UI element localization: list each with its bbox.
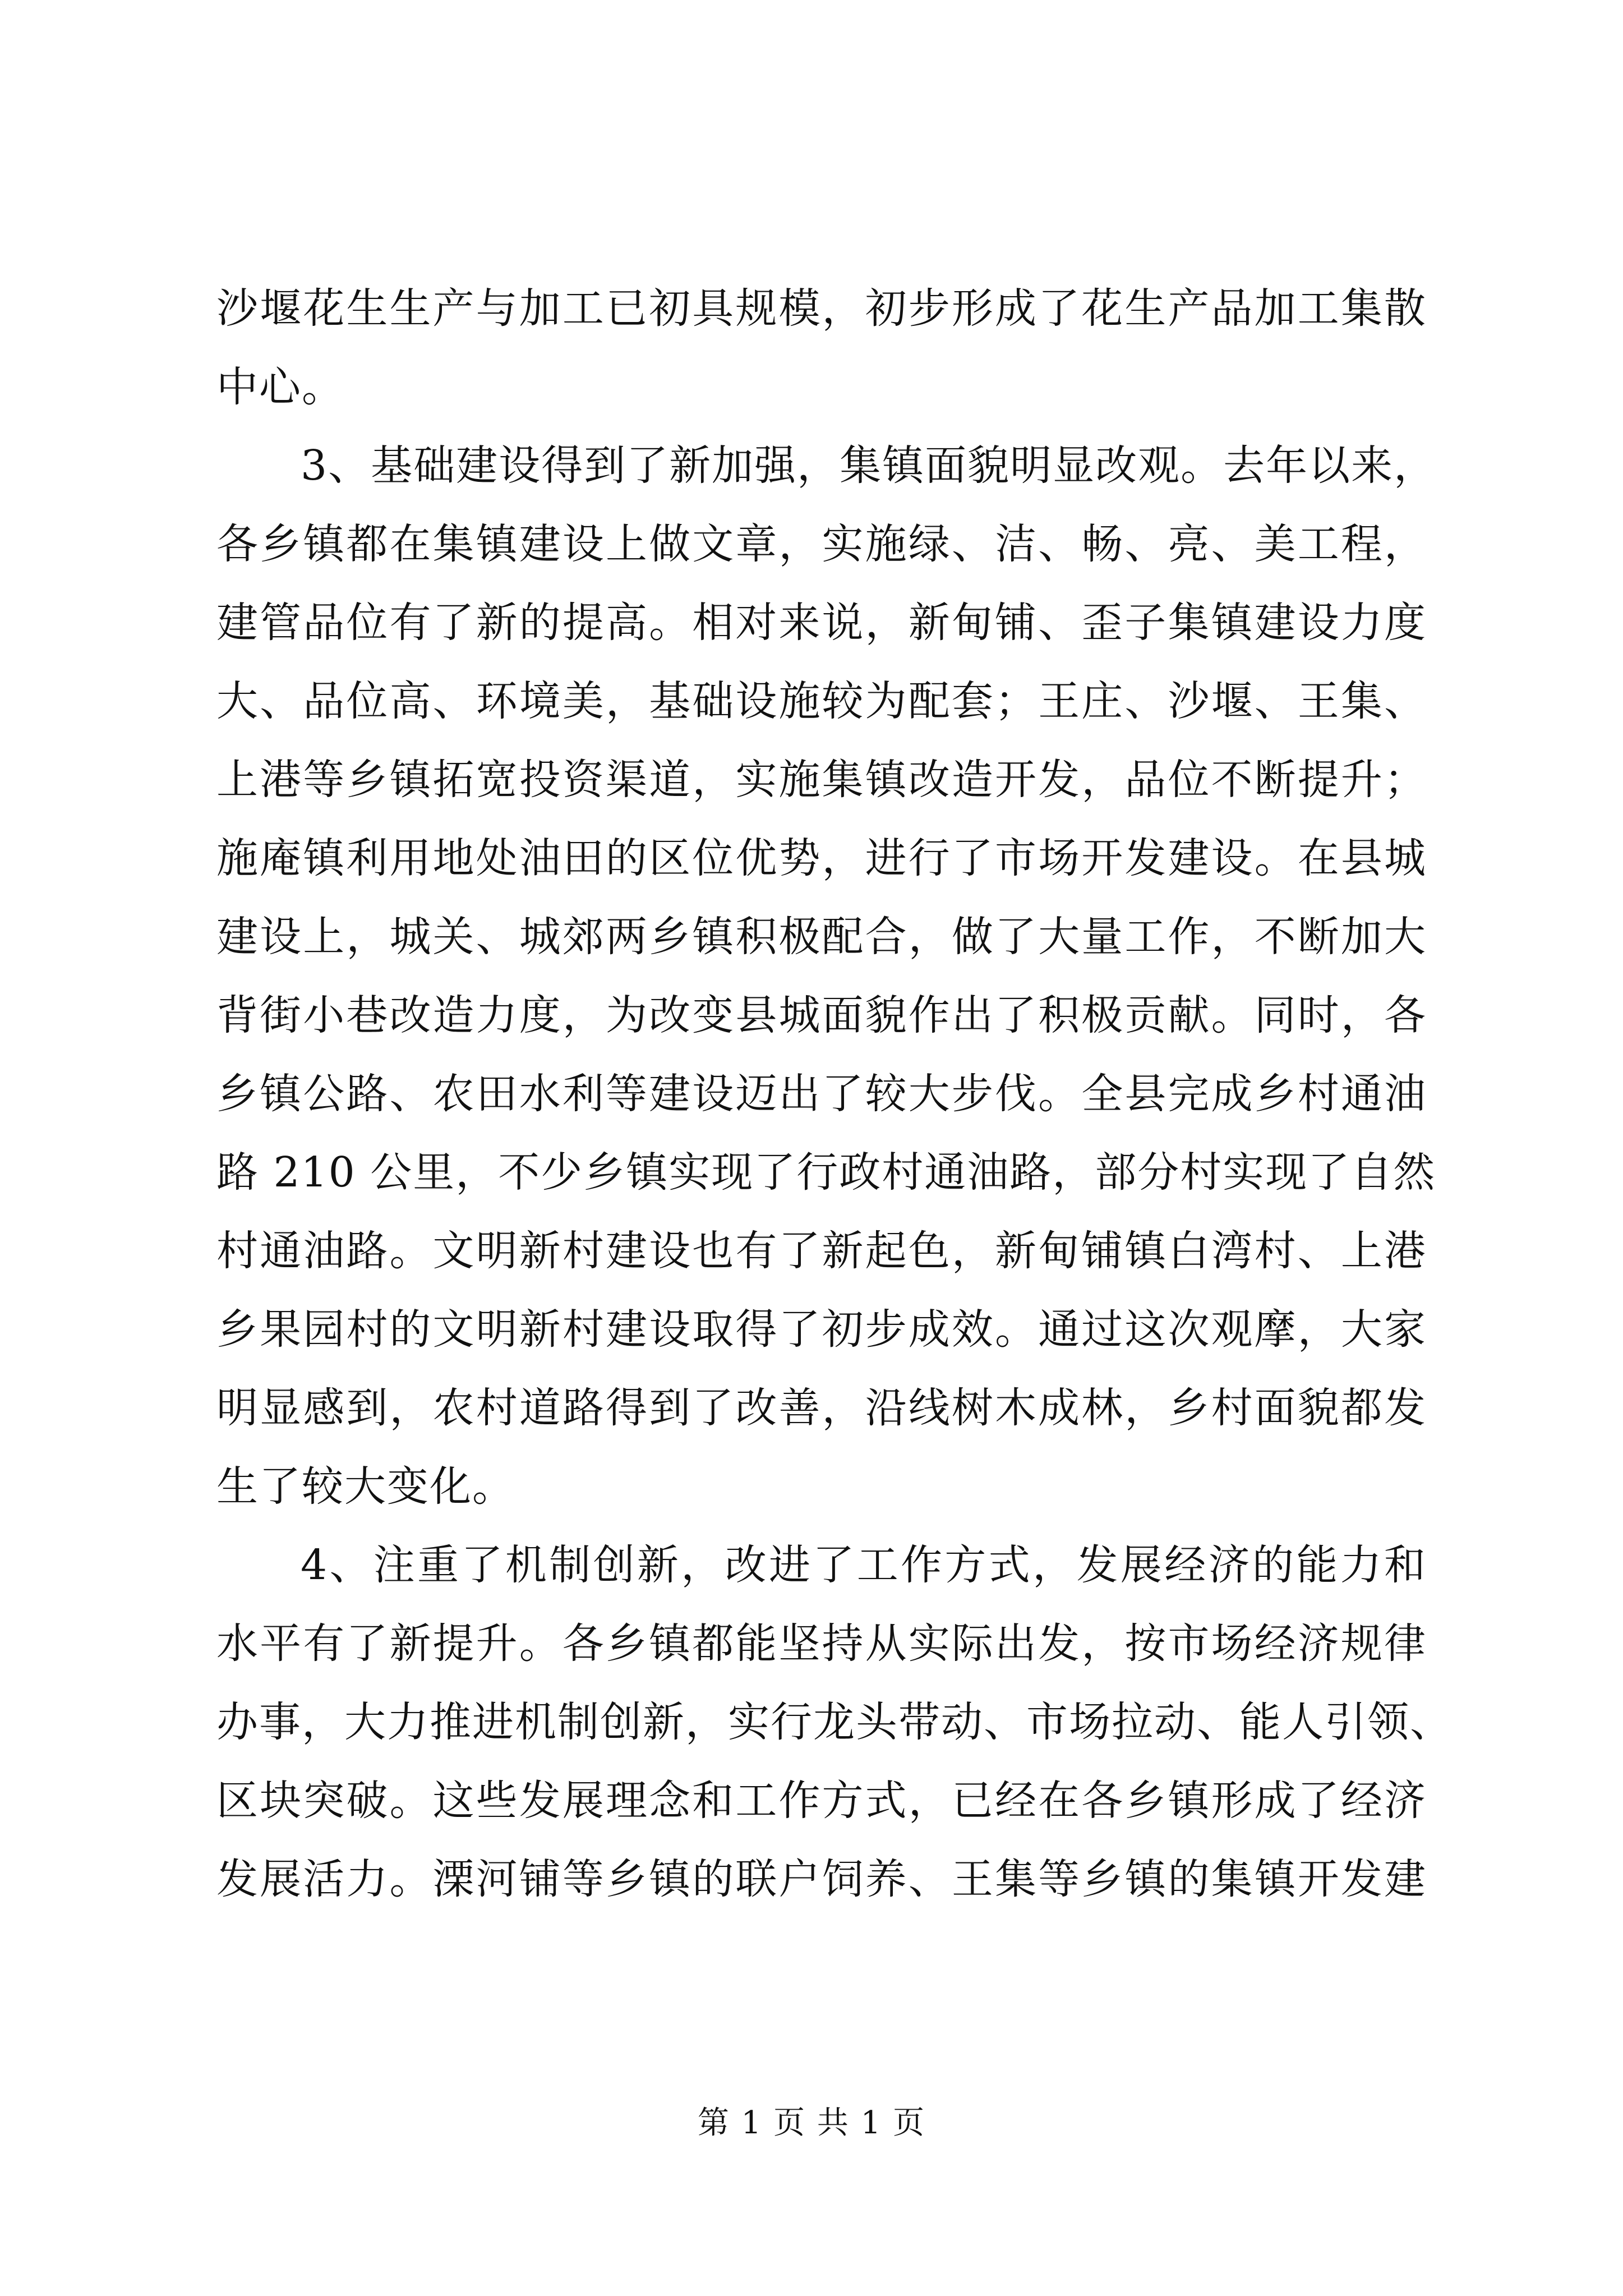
- text-line: 中心。: [216, 363, 344, 411]
- text-line: 沙堰花生生产与加工已初具规模，初步形成了花生产品加工集散: [216, 284, 1427, 333]
- text-line: 大、品位高、环境美，基础设施较为配套；王庄、沙堰、王集、: [216, 677, 1427, 725]
- document-body: [216, 269, 1453, 1918]
- text-line: 乡镇公路、农田水利等建设迈出了较大步伐。全县完成乡村通油: [216, 1070, 1427, 1118]
- text-line: 乡果园村的文明新村建设取得了初步成效。通过这次观摩，大家: [216, 1305, 1427, 1354]
- text-line: 村通油路。文明新村建设也有了新起色，新甸铺镇白湾村、上港: [216, 1227, 1427, 1275]
- text-line: 明显感到，农村道路得到了改善，沿线树木成林，乡村面貌都发: [216, 1384, 1427, 1432]
- text-line: 路 210 公里，不少乡镇实现了行政村通油路，部分村实现了自然: [216, 1148, 1436, 1197]
- text-line: 水平有了新提升。各乡镇都能坚持从实际出发，按市场经济规律: [216, 1619, 1427, 1668]
- text-line: 各乡镇都在集镇建设上做文章，实施绿、洁、畅、亮、美工程，: [216, 520, 1427, 568]
- text-line: 生了较大变化。: [216, 1462, 515, 1511]
- text-line: 建管品位有了新的提高。相对来说，新甸铺、歪子集镇建设力度: [216, 599, 1427, 647]
- text-line: 建设上，城关、城郊两乡镇积极配合，做了大量工作，不断加大: [216, 913, 1427, 961]
- text-line: 办事，大力推进机制创新，实行龙头带动、市场拉动、能人引领、: [216, 1698, 1453, 1746]
- paragraph-start-line: 4、注重了机制创新，改进了工作方式，发展经济的能力和: [301, 1541, 1427, 1589]
- text-line: 施庵镇利用地处油田的区位优势，进行了市场开发建设。在县城: [216, 834, 1427, 882]
- page-footer: 第 1 页 共 1 页: [697, 2105, 926, 2141]
- text-line: 背街小巷改造力度，为改变县城面貌作出了积极贡献。同时，各: [216, 991, 1427, 1039]
- text-line: 上港等乡镇拓宽投资渠道，实施集镇改造开发，品位不断提升；: [216, 756, 1427, 804]
- paragraph-start-line: 3、基础建设得到了新加强，集镇面貌明显改观。去年以来，: [301, 441, 1437, 490]
- text-line: 区块突破。这些发展理念和工作方式，已经在各乡镇形成了经济: [216, 1777, 1427, 1825]
- text-line: 发展活力。溧河铺等乡镇的联户饲养、王集等乡镇的集镇开发建: [216, 1855, 1427, 1903]
